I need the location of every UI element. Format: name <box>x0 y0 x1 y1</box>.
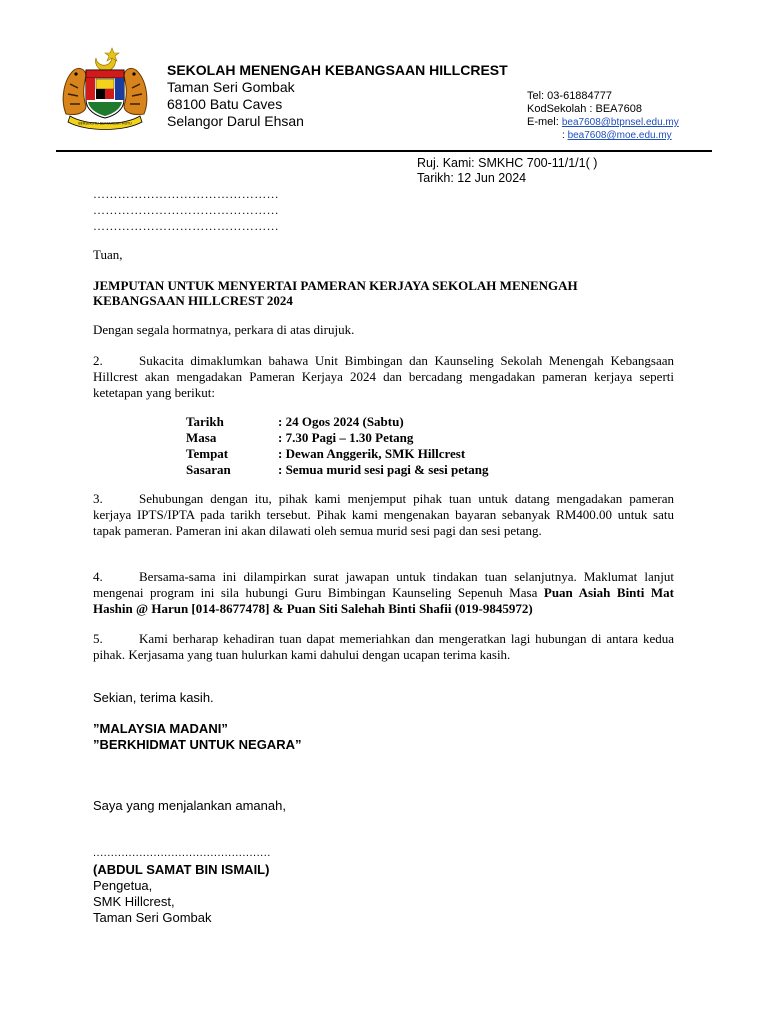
paragraph-4 <box>93 569 674 617</box>
school-name: SEKOLAH MENENGAH KEBANGSAAN HILLCREST <box>167 62 508 78</box>
recipient-line: ……………………………………… <box>93 203 279 217</box>
paragraph-3 <box>93 491 674 539</box>
email-line <box>527 116 679 129</box>
signature-line: .................................................. <box>93 847 271 859</box>
salutation: Tuan, <box>93 247 123 262</box>
paragraph-number: 4. <box>93 569 103 584</box>
school-address-line: Taman Seri Gombak <box>167 79 295 95</box>
email-prefix: : <box>562 130 568 141</box>
school-code: KodSekolah : BEA7608 <box>527 103 642 115</box>
paragraph-number: 3. <box>93 491 103 506</box>
paragraph-number: 2. <box>93 353 103 368</box>
closing-thanks: Sekian, terima kasih. <box>93 690 214 705</box>
detail-label: Sasaran <box>186 462 231 477</box>
detail-row <box>186 446 489 462</box>
school-address-line: 68100 Batu Caves <box>167 96 283 112</box>
intro-paragraph: Dengan segala hormatnya, perkara di atas dirujuk. <box>93 322 355 337</box>
slogan-line: ”BERKHIDMAT UNTUK NEGARA” <box>93 737 302 752</box>
paragraph-5 <box>93 631 674 663</box>
school-address-line: Selangor Darul Ehsan <box>167 113 304 129</box>
letter-subject <box>93 278 674 308</box>
reference-number: Ruj. Kami: SMKHC 700-11/1/1( ) <box>417 156 598 170</box>
detail-row <box>186 414 489 430</box>
malaysia-coat-of-arms-icon <box>56 44 154 130</box>
slogan-block <box>93 721 301 753</box>
school-address-block <box>167 62 508 130</box>
email-link-1[interactable]: bea7608@btpnsel.edu.my <box>561 117 679 128</box>
detail-row <box>186 462 489 478</box>
contact-block <box>527 90 679 142</box>
paragraph-number: 5. <box>93 631 103 646</box>
contact-persons: Puan Asiah Binti Mat Hashin @ Harun [014-8677478] & Puan Siti Salehah Binti Shafii (019-9845972) <box>93 585 674 616</box>
email-line-2 <box>527 129 679 142</box>
paragraph-text: Sehubungan dengan itu, pihak kami menjemput pihak tuan untuk datang mengadakan pameran kerjaya IPTS/IPTA pada tarikh tersebut. Pihak kami mengenakan bayaran sebanyak RM400.00 untuk satu tapak pameran. Pameran ini akan dilawati oleh semua murid sesi pagi dan sesi petang. <box>93 491 674 538</box>
slogan-line: ”MALAYSIA MADANI” <box>93 721 228 736</box>
detail-value: : 7.30 Pagi – 1.30 Petang <box>278 430 414 445</box>
detail-value: : 24 Ogos 2024 (Sabtu) <box>278 414 404 429</box>
detail-label: Tarikh <box>186 414 224 429</box>
telephone: Tel: 03-61884777 <box>527 90 613 102</box>
event-details <box>186 414 489 478</box>
signatory-line: Pengetua, <box>93 878 153 893</box>
letterhead-divider <box>56 150 712 152</box>
paragraph-text: Bersama-sama ini dilampirkan surat jawapan untuk tindakan tuan selanjutnya. Maklumat lanjut mengenai program ini sila hubungi Guru Bimbingan Kaunseling Sepenuh Masa <box>93 569 674 600</box>
detail-label: Masa <box>186 430 217 445</box>
subject-line: KEBANGSAAN HILLCREST 2024 <box>93 293 293 308</box>
detail-value: : Semua murid sesi pagi & sesi petang <box>278 462 489 477</box>
letter-date: Tarikh: 12 Jun 2024 <box>417 171 527 185</box>
recipient-line: ……………………………………… <box>93 219 279 233</box>
closing-amanah: Saya yang menjalankan amanah, <box>93 798 286 813</box>
signatory-line: SMK Hillcrest, <box>93 894 175 909</box>
signatory-line: Taman Seri Gombak <box>93 910 212 925</box>
signatory-name: (ABDUL SAMAT BIN ISMAIL) <box>93 862 270 877</box>
recipient-line: ……………………………………… <box>93 187 279 201</box>
detail-value: : Dewan Anggerik, SMK Hillcrest <box>278 446 466 461</box>
detail-label: Tempat <box>186 446 229 461</box>
paragraph-text: Sukacita dimaklumkan bahawa Unit Bimbingan dan Kaunseling Sekolah Menengah Kebangsaan Hillcrest akan mengadakan Pameran Kerjaya 2024 dan bercadang mengadakan pameran kerjaya seperti ketetapan yang berikut: <box>93 353 674 400</box>
subject-line: JEMPUTAN UNTUK MENYERTAI PAMERAN KERJAYA SEKOLAH MENENGAH <box>93 278 578 293</box>
signatory-block <box>93 862 269 926</box>
reference-block <box>417 156 597 186</box>
svg-text:BERSEKUTU BERTAMBAH MUTU: BERSEKUTU BERTAMBAH MUTU <box>78 121 132 126</box>
email-link-2[interactable]: bea7608@moe.edu.my <box>567 130 672 141</box>
email-label: E-mel: <box>527 116 562 128</box>
paragraph-2 <box>93 353 674 401</box>
detail-row <box>186 430 489 446</box>
paragraph-text: Kami berharap kehadiran tuan dapat memeriahkan dan mengeratkan lagi hubungan di antara kedua pihak. Kerjasama yang tuan hulurkan kami dahului dengan ucapan terima kasih. <box>93 631 674 662</box>
